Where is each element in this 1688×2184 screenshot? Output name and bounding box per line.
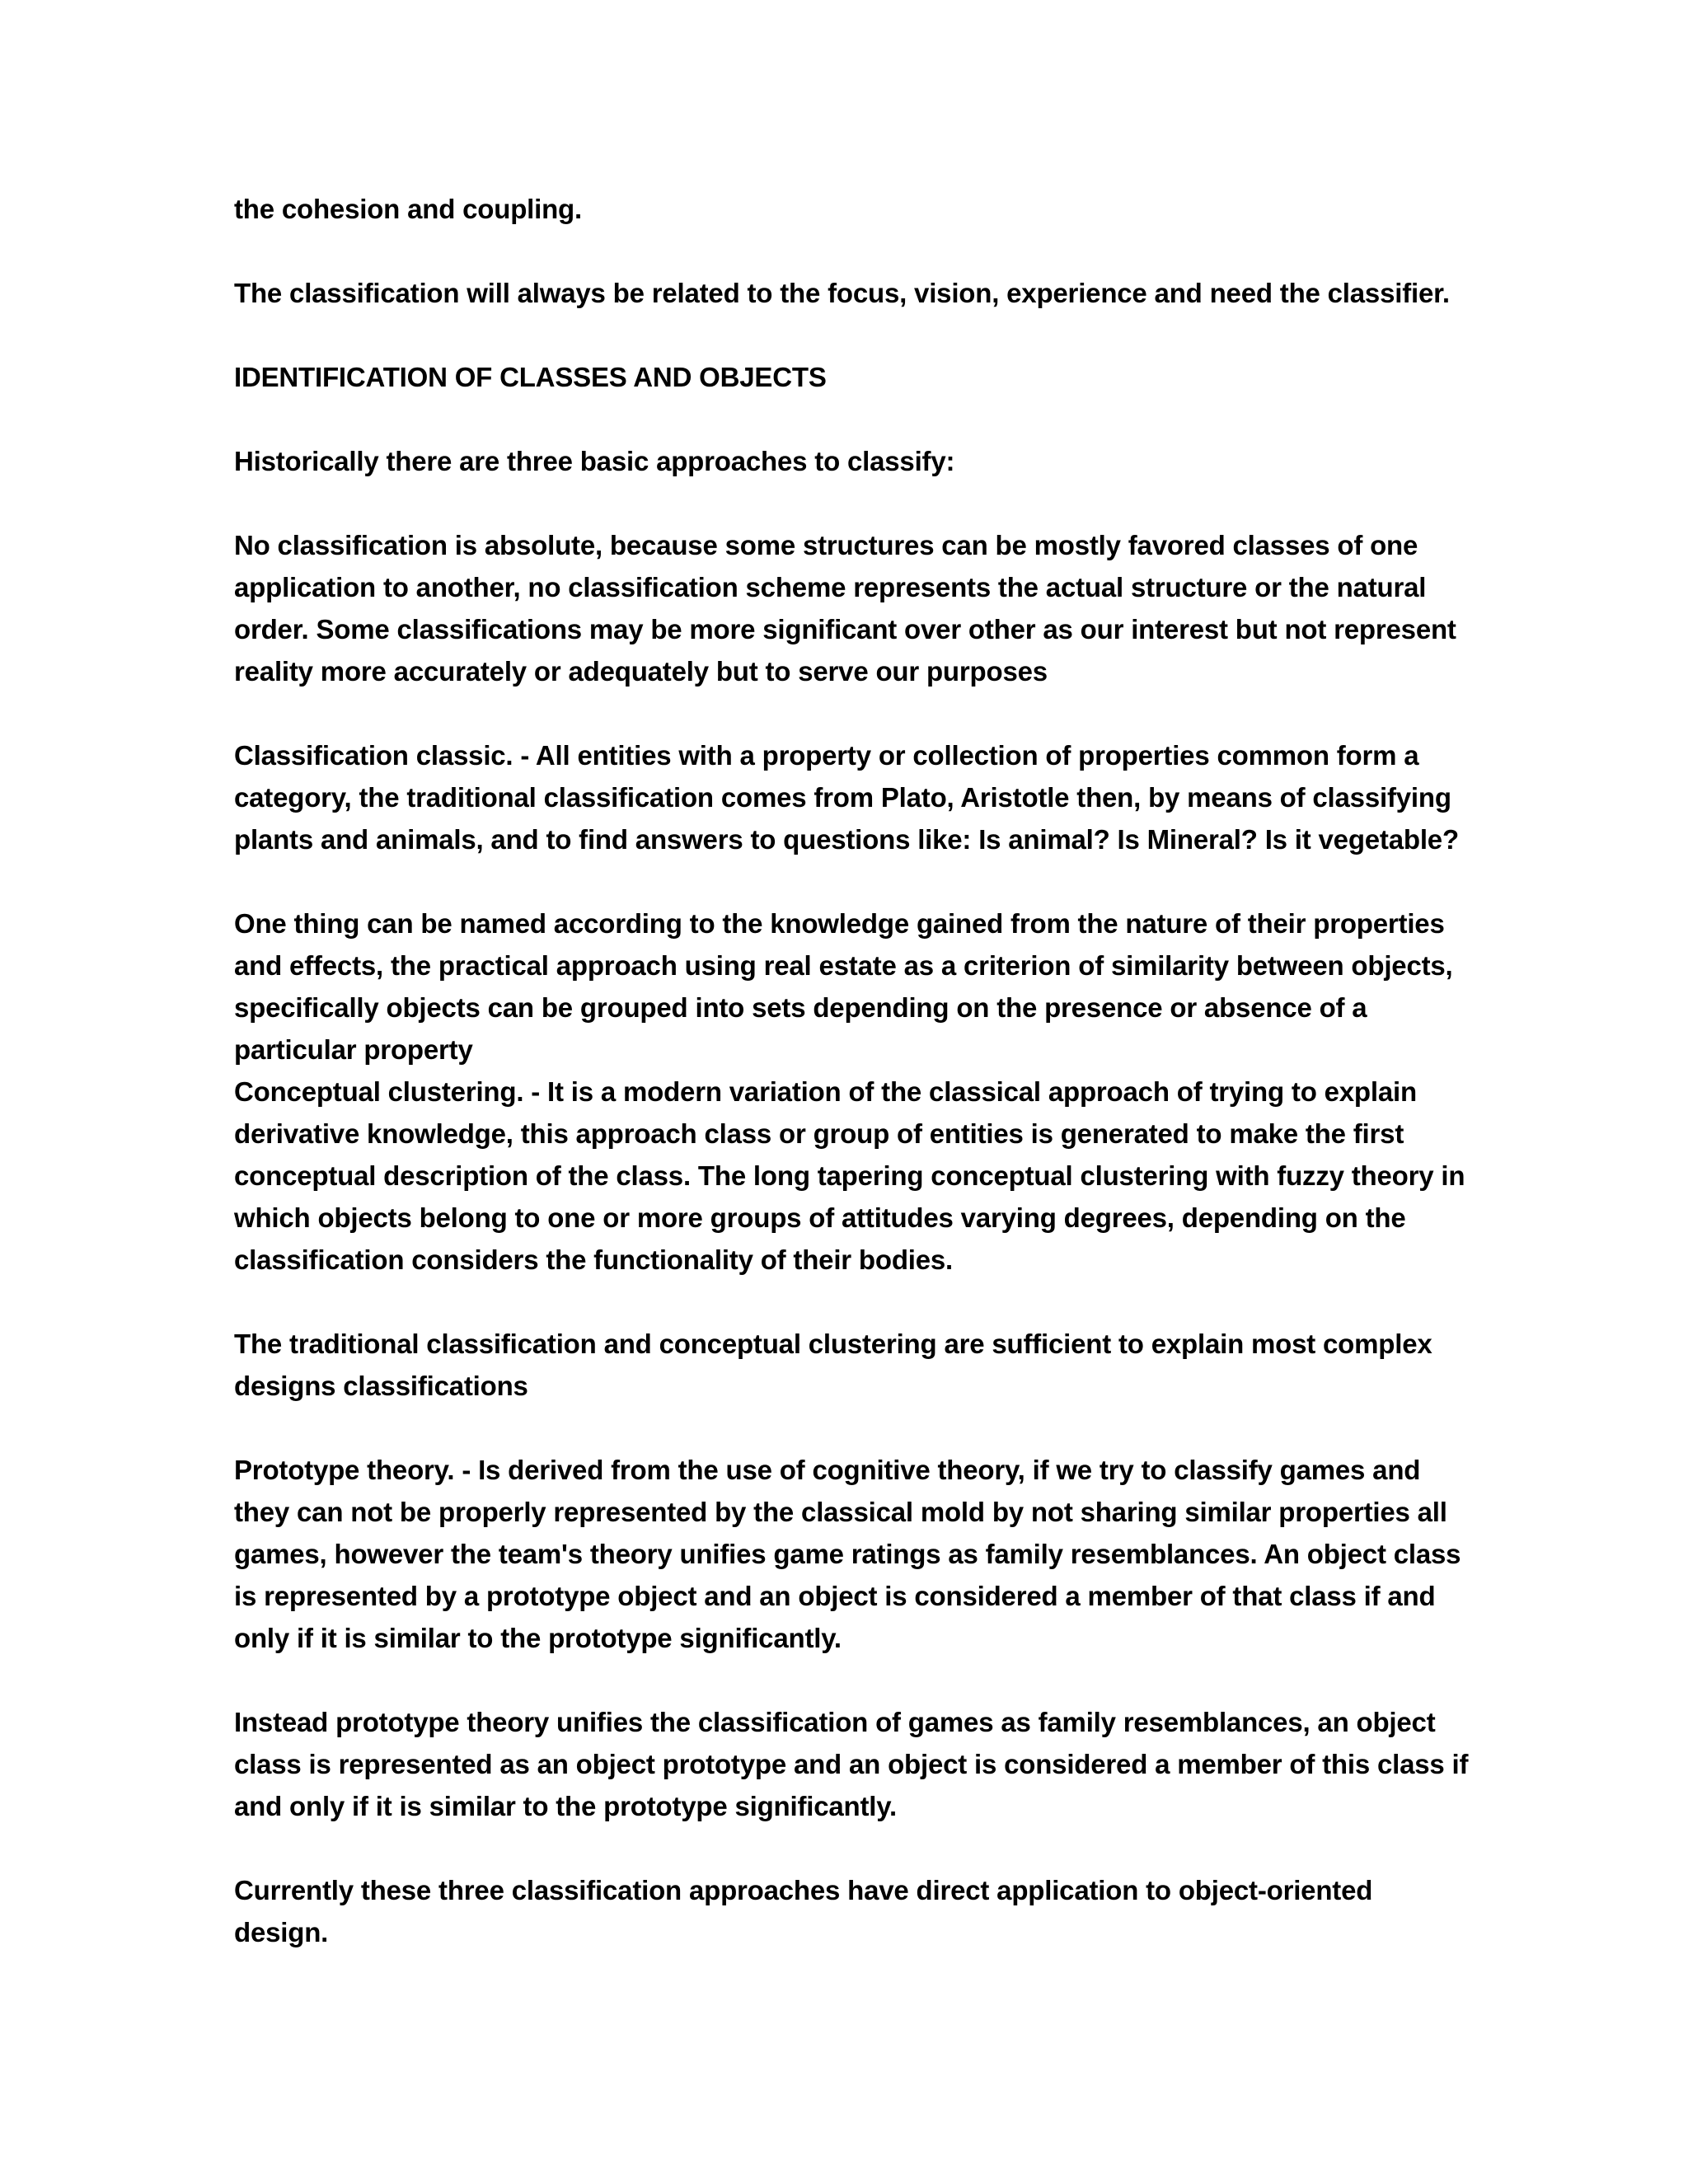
text-line: design. <box>234 1917 329 1947</box>
section-heading <box>234 356 1454 398</box>
text-line: No classification is absolute, because some structures can be mostly favored classes of one <box>234 530 1418 560</box>
document-body <box>234 188 1469 1995</box>
text-line: order. Some classifications may be more significant over other as our interest but not represent <box>234 614 1456 644</box>
text-line: they can not be properly represented by the classical mold by not sharing similar properties all <box>234 1497 1447 1527</box>
text-line: The classification will always be related to the focus, vision, experience and need the classifier. <box>234 278 1450 308</box>
paragraph-conceptual-clustering <box>234 1071 1465 1281</box>
text-line: particular property <box>234 1034 473 1065</box>
text-line: category, the traditional classification comes from Plato, Aristotle then, by means of classifying <box>234 782 1451 813</box>
paragraph-traditional-sufficient <box>234 1323 1454 1407</box>
heading-text: IDENTIFICATION OF CLASSES AND OBJECTS <box>234 362 827 392</box>
text-line: classification considers the functionality of their bodies. <box>234 1244 954 1275</box>
text-line: and effects, the practical approach using real estate as a criterion of similarity between objects, <box>234 950 1453 981</box>
text-line: Historically there are three basic approaches to classify: <box>234 446 955 476</box>
paragraph-cohesion <box>234 188 1454 230</box>
text-line: conceptual description of the class. The long tapering conceptual clustering with fuzzy theory in <box>234 1160 1465 1191</box>
paragraph-currently <box>234 1869 1454 1953</box>
text-line: only if it is similar to the prototype significantly. <box>234 1623 842 1653</box>
paragraph-instead-prototype <box>234 1701 1469 1827</box>
text-line: which objects belong to one or more groups of attitudes varying degrees, depending on the <box>234 1202 1406 1233</box>
paragraph-classification-classic <box>234 734 1459 860</box>
text-line: is represented by a prototype object and an object is considered a member of that class if and <box>234 1581 1436 1611</box>
paragraph-prototype-theory <box>234 1449 1461 1659</box>
text-line: Conceptual clustering. - It is a modern variation of the classical approach of trying to explain <box>234 1076 1417 1107</box>
text-line: Instead prototype theory unifies the classification of games as family resemblances, an object <box>234 1707 1436 1737</box>
text-line: The traditional classification and conceptual clustering are sufficient to explain most complex <box>234 1329 1432 1359</box>
text-line: designs classifications <box>234 1371 528 1401</box>
paragraph-one-thing <box>234 902 1454 1071</box>
text-line: and only if it is similar to the prototype significantly. <box>234 1791 897 1821</box>
text-line: Classification classic. - All entities with a property or collection of properties common form a <box>234 740 1419 771</box>
text-line: Currently these three classification approaches have direct application to object-oriented <box>234 1875 1373 1905</box>
paragraph-classification-focus <box>234 272 1454 314</box>
text-line: application to another, no classification scheme represents the actual structure or the natural <box>234 572 1427 602</box>
text-line: One thing can be named according to the knowledge gained from the nature of their properties <box>234 908 1445 939</box>
paragraph-approaches-intro <box>234 440 1454 482</box>
text-line: the cohesion and coupling. <box>234 194 582 224</box>
text-line: Prototype theory. - Is derived from the use of cognitive theory, if we try to classify games and <box>234 1455 1421 1485</box>
text-line: plants and animals, and to find answers to questions like: Is animal? Is Mineral? Is it vegetable? <box>234 824 1459 855</box>
text-line: class is represented as an object prototype and an object is considered a member of this class if <box>234 1749 1469 1779</box>
text-line: derivative knowledge, this approach class or group of entities is generated to make the first <box>234 1118 1404 1149</box>
text-line: games, however the team's theory unifies game ratings as family resemblances. An object class <box>234 1539 1461 1569</box>
text-line: specifically objects can be grouped into sets depending on the presence or absence of a <box>234 992 1367 1023</box>
text-line: reality more accurately or adequately but to serve our purposes <box>234 656 1048 687</box>
paragraph-no-absolute <box>234 524 1454 692</box>
